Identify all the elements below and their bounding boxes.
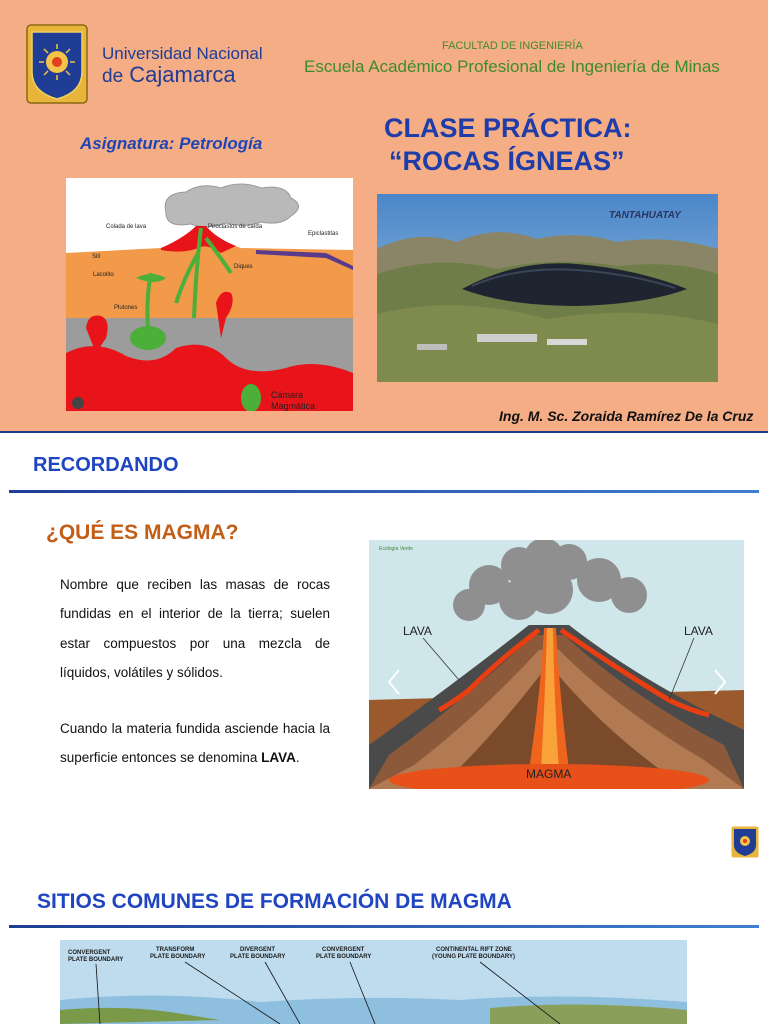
tantahuatay-mine-photo <box>377 194 718 382</box>
university-name-line1: Universidad Nacional <box>102 44 263 63</box>
label-plutons: Plutones <box>114 305 138 311</box>
plate-label-5-line1: CONTINENTAL RIFT ZONE <box>436 947 512 953</box>
label-laccolith: Lacolito <box>93 272 114 278</box>
plate-label-3-line2: PLATE BOUNDARY <box>230 954 286 960</box>
label-chamber-line2: Magmática <box>271 401 316 411</box>
lava-paragraph-end: . <box>295 750 300 766</box>
university-crest-small-icon <box>731 826 759 858</box>
heading-divider <box>9 490 759 493</box>
faculty-name: FACULTAD DE INGENIERÍA <box>442 40 583 52</box>
university-name-line2 <box>102 62 236 88</box>
lava-term: LAVA <box>261 750 296 766</box>
lava-paragraph-text: Cuando la materia fundida asciende hacia la superficie entonces se denomina <box>60 721 330 766</box>
igneous-bodies-diagram <box>66 178 353 411</box>
plate-boundaries-diagram <box>60 940 687 1024</box>
university-name-prefix: de <box>102 66 124 87</box>
lava-paragraph <box>60 714 330 773</box>
plate-label-2-line2: PLATE BOUNDARY <box>150 954 206 960</box>
heading-divider <box>9 925 759 928</box>
volcano-label-lava-right: LAVA <box>684 624 713 638</box>
volcano-diagram <box>369 540 744 789</box>
label-dikes: Diques <box>234 264 253 270</box>
definition-paragraph: Nombre que reciben las masas de rocas fundidas en el interior de la tierra; suelen estar compuestos por una mezcla de líquidos, volátiles y sólidos. <box>60 577 330 680</box>
question-heading: ¿QUÉ ES MAGMA? <box>46 521 239 544</box>
label-lava-flow: Colada de lava <box>106 224 147 230</box>
school-name: Escuela Académico Profesional de Ingeniería de Minas <box>304 57 720 76</box>
plate-label-1-line2: PLATE BOUNDARY <box>68 957 124 963</box>
slide-title-line2: “ROCAS ÍGNEAS” <box>389 146 625 176</box>
title-slide <box>0 0 768 433</box>
label-pyroclastic: Piroclastos de caída <box>208 224 263 230</box>
photo-caption: TANTAHUATAY <box>609 210 681 221</box>
subject-label: Asignatura: Petrología <box>80 134 263 153</box>
university-name-city: Cajamarca <box>129 62 236 87</box>
plate-label-4-line1: CONVERGENT <box>322 947 365 953</box>
section-heading-magma-sites: SITIOS COMUNES DE FORMACIÓN DE MAGMA <box>37 890 512 913</box>
author-name: Ing. M. Sc. Zoraida Ramírez De la Cruz <box>499 408 754 424</box>
label-sill: Sill <box>92 254 101 260</box>
plate-label-4-line2: PLATE BOUNDARY <box>316 954 372 960</box>
label-epiclastic: Epiclastitas <box>308 231 339 237</box>
label-chamber-line1: Cámara <box>271 390 304 400</box>
university-crest-icon <box>26 24 88 104</box>
plate-label-5-line2: (YOUNG PLATE BOUNDARY) <box>432 954 515 960</box>
plate-label-3-line1: DIVERGENT <box>240 947 276 953</box>
plate-label-2-line1: TRANSFORM <box>156 947 195 953</box>
volcano-watermark: Ecología Verde <box>379 546 413 552</box>
section-heading: RECORDANDO <box>33 454 179 476</box>
volcano-label-lava-left: LAVA <box>403 624 432 638</box>
slide-title-line1: CLASE PRÁCTICA: <box>384 113 632 143</box>
volcano-label-magma: MAGMA <box>526 767 572 781</box>
plate-label-1-line1: CONVERGENT <box>68 950 111 956</box>
